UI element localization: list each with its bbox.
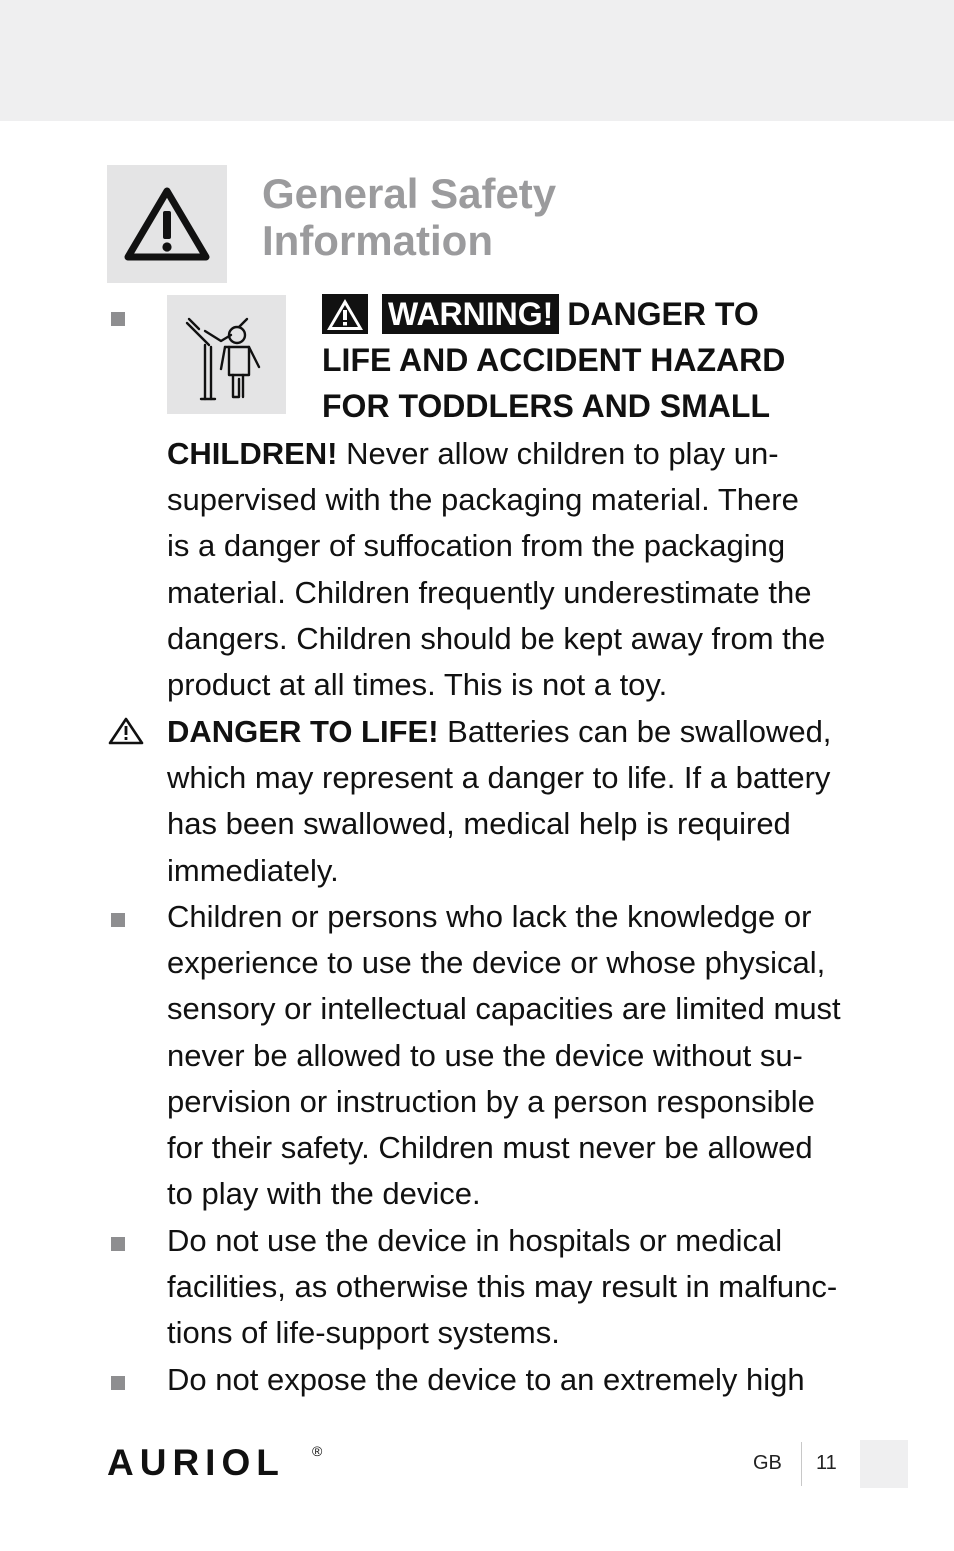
child-hazard-icon (181, 305, 273, 405)
page-tab-marker (860, 1440, 908, 1488)
language-code: GB (753, 1452, 782, 1474)
header-band (0, 0, 954, 121)
text-line: supervised with the packaging material. There (167, 482, 799, 518)
danger-to-life-paragraph (167, 709, 857, 894)
bullet-marker (111, 1237, 125, 1251)
brand-name: AURIOL (107, 1442, 285, 1480)
page-number: 11 (816, 1452, 837, 1474)
page-title-line-1: General Safety (262, 170, 557, 217)
warning-triangle-icon (122, 185, 212, 263)
text-line: Do not expose the device to an extremely high (167, 1362, 805, 1397)
warning-triangle-icon (322, 294, 368, 334)
text-line: for their safety. Children must never be allowed (167, 1130, 813, 1166)
text-line: Batteries can be swallowed, (438, 714, 832, 749)
bullet-marker (111, 312, 125, 326)
auriol-logo (107, 1436, 337, 1480)
text-line: experience to use the device or whose physical, (167, 945, 826, 981)
warning-heading-line-3: FOR TODDLERS AND SMALL (322, 388, 770, 425)
list-item (167, 894, 857, 1217)
warning-heading (322, 291, 862, 430)
text-line: Do not use the device in hospitals or medical (167, 1223, 783, 1258)
text-line: sensory or intellectual capacities are limited must (167, 991, 841, 1027)
text-line: immediately. (167, 852, 339, 888)
warning-heading-line-4: CHILDREN! (167, 436, 338, 471)
text-line: has been swallowed, medical help is required (167, 806, 791, 842)
danger-lead: DANGER TO LIFE! (167, 714, 439, 749)
warning-badge: WARNING! (382, 294, 559, 334)
bullet-marker (111, 913, 125, 927)
warning-body (167, 431, 857, 708)
warning-triangle-icon (107, 716, 145, 746)
warning-heading-line-1: DANGER TO (567, 296, 759, 332)
text-line: facilities, as otherwise this may result in malfunc- (167, 1269, 838, 1305)
text-line: never be allowed to use the device without su- (167, 1037, 803, 1073)
text-line: is a danger of suffocation from the packaging (167, 528, 786, 564)
text-line: which may represent a danger to life. If a battery (167, 760, 831, 796)
text-line: material. Children frequently underestimate the (167, 574, 812, 610)
text-line: Never allow children to play un- (337, 436, 779, 471)
text-line: dangers. Children should be kept away from the (167, 620, 826, 656)
list-item (167, 1357, 857, 1403)
text-line: tions of life-support systems. (167, 1315, 560, 1351)
list-item (167, 1218, 857, 1357)
text-line: product at all times. This is not a toy. (167, 667, 668, 703)
text-line: to play with the device. (167, 1176, 481, 1212)
footer-divider (801, 1442, 802, 1486)
page-title-line-2: Information (262, 217, 493, 264)
warning-heading-line-2: LIFE AND ACCIDENT HAZARD (322, 342, 786, 379)
bullet-marker (111, 1376, 125, 1390)
child-hazard-icon-box (167, 295, 286, 414)
text-line: Children or persons who lack the knowledge or (167, 899, 812, 934)
page-title (262, 170, 822, 264)
section-warning-icon-box (107, 165, 227, 283)
registered-mark: ® (312, 1443, 323, 1459)
text-line: pervision or instruction by a person responsible (167, 1083, 815, 1119)
